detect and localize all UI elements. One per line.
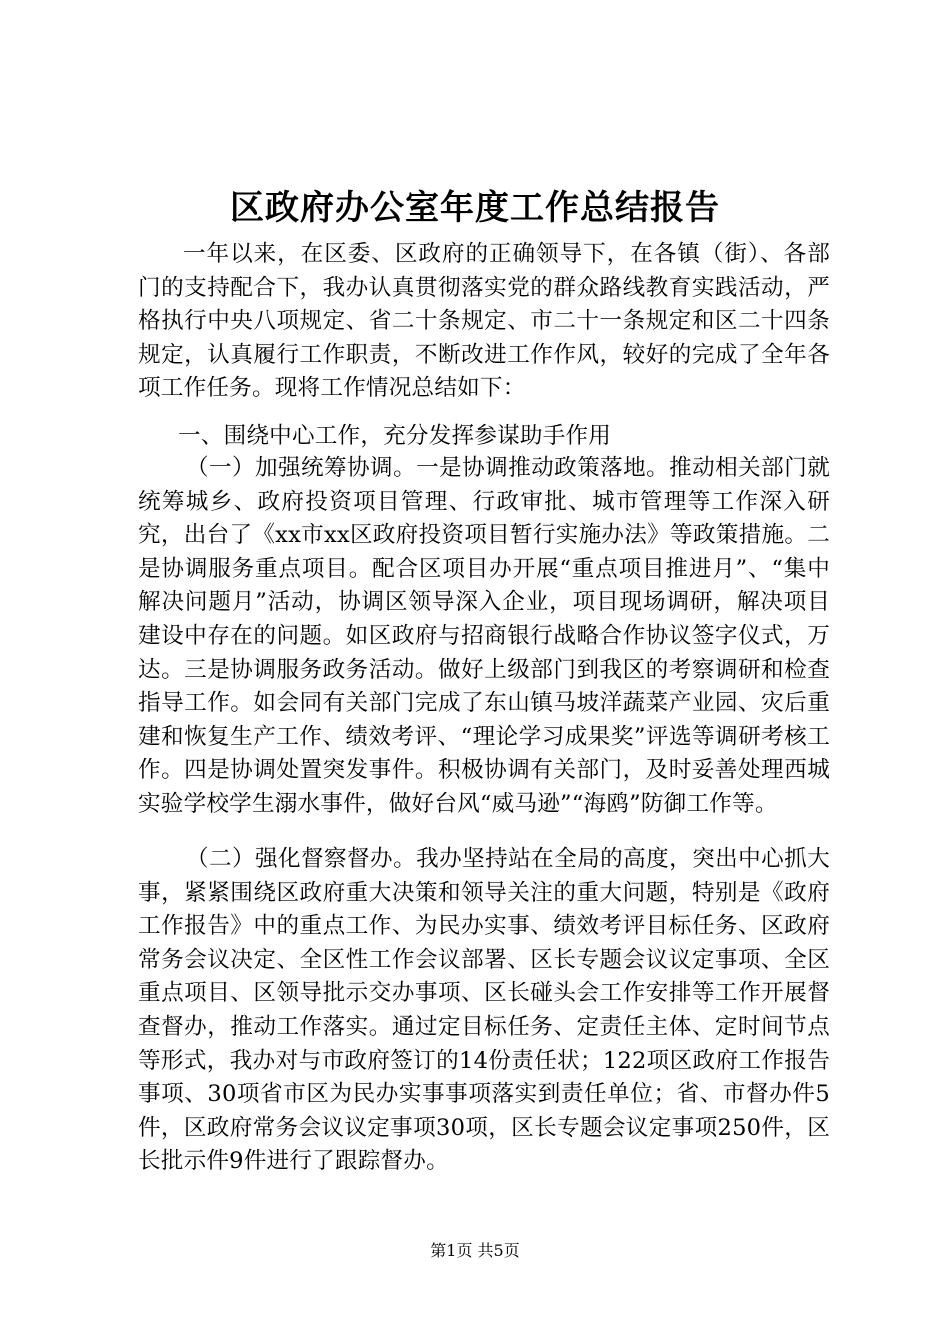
document-title: 区政府办公室年度工作总结报告 (230, 188, 720, 228)
subsection-paragraph-2: （二）强化督察督办。我办坚持站在全局的高度，突出中心抓大事，紧紧围绕区政府重大决策和领导关注的重大问题，特别是《政府工作报告》中的重点工作、为民办实事、绩效考评目标任务、区政府常务会议决定、全区性工作会议部署、区长专题会议议定事项、全区重点项目、区领导批示交办事项、区长碰头会工作安排等工作开展督查督办，推动工作落实。通过定目标任务、定责任主体、定时间节点等形式，我办对与市政府签订的14份责任状；122项区政府工作报告事项、30项省市区为民办实事事项落实到责任单位；省、市督办件5件，区政府常务会议议定事项30项，区长专题会议定事项250件，区长批示件9件进行了跟踪督办。 (138, 846, 830, 1175)
intro-paragraph: 一年以来，在区委、区政府的正确领导下，在各镇（街）、各部门的支持配合下，我办认真贯彻落实党的群众路线教育实践活动，严格执行中央八项规定、省二十条规定、市二十一条规定和区二十四条规定，认真履行工作职责，不断改进工作作风，较好的完成了全年各项工作任务。现将工作情况总结如下： (138, 241, 830, 402)
section-heading-1: 一、围绕中心工作，充分发挥参谋助手作用 (178, 423, 612, 449)
page-footer: 第1页 共5页 (430, 1241, 520, 1260)
subsection-paragraph-1: （一）加强统筹协调。一是协调推动政策落地。推动相关部门就统筹城乡、政府投资项目管理、行政审批、城市管理等工作深入研究，出台了《xx市xx区政府投资项目暂行实施办法》等政策措施。二是协调服务重点项目。配合区项目办开展“重点项目推进月”、“集中解决问题月”活动，协调区领导深入企业，项目现场调研，解决项目建设中存在的问题。如区政府与招商银行战略合作协议签字仪式，万达。三是协调服务政务活动。做好上级部门到我区的考察调研和检查指导工作。如会同有关部门完成了东山镇马坡洋蔬菜产业园、灾后重建和恢复生产工作、绩效考评、“理论学习成果奖”评选等调研考核工作。四是协调处置突发事件。积极协调有关部门，及时妥善处理西城实验学校学生溺水事件，做好台风“威马逊”“海鸥”防御工作等。 (138, 455, 830, 817)
